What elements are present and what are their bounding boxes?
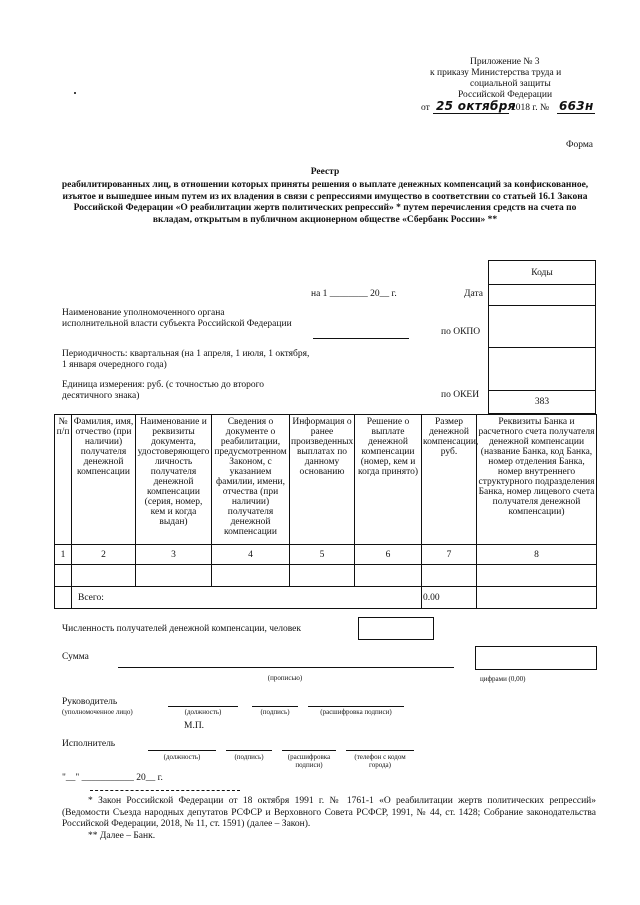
sum-label: Сумма bbox=[62, 652, 89, 662]
exec-phone-caption: (телефон с кодом города) bbox=[354, 753, 406, 769]
head-decode-line bbox=[308, 706, 404, 707]
title-heading: Реестр bbox=[310, 167, 340, 177]
count-box[interactable] bbox=[358, 617, 434, 640]
head-position-line bbox=[168, 706, 238, 707]
head-signature-caption: (подпись) bbox=[260, 708, 290, 716]
codes-extra-cell bbox=[489, 348, 596, 391]
appendix-line1: Приложение № 3 bbox=[470, 57, 540, 67]
appendix-date-prefix: от bbox=[421, 103, 430, 113]
count-label: Численность получателей денежной компенсации, человек bbox=[62, 624, 301, 634]
footer-date-line: "__" ___________ 20__ г. bbox=[62, 773, 163, 783]
col-header-id-doc: Наименование и реквизиты документа, удостоверяющего личность получателя денежной компенсации (серия, номер, кем и когда выдан) bbox=[136, 415, 212, 545]
total-value: 0.00 bbox=[422, 587, 477, 609]
exec-decode-caption: (расшифровка подписи) bbox=[287, 753, 331, 769]
table-cell bbox=[422, 565, 477, 587]
organ-value-line bbox=[313, 338, 409, 339]
form-label: Форма bbox=[566, 140, 594, 150]
exec-decode-line bbox=[282, 750, 336, 751]
appendix-number-underline bbox=[557, 113, 595, 114]
col-number-5: 5 bbox=[290, 545, 355, 565]
col-header-num: № п/п bbox=[55, 415, 72, 545]
col-header-rehab-doc: Сведения о документе о реабилитации, предусмотренном Законом, с указанием фамилии, имени, отчества (при наличии) получателя денежной компенсации bbox=[212, 415, 290, 545]
executor-label: Исполнитель bbox=[62, 739, 116, 749]
stamp-label: М.П. bbox=[184, 721, 205, 731]
report-date-line: на 1 ________ 20__ г. bbox=[311, 289, 397, 299]
head-signature-line bbox=[252, 706, 298, 707]
scan-dot bbox=[74, 92, 76, 94]
total-row bbox=[55, 587, 597, 609]
footnote-1: * Закон Российской Федерации от 18 октября 1991 г. № 1761-1 «О реабилитации жертв политических репрессий» (Ведомости Съезда народных депутатов РСФСР и Верховного Совета РСФСР, 1991, № 44, ст. 1428; Собрание законодательства Российской Федерации, 2018, № 11, ст. 1591) (далее – Закон). bbox=[62, 796, 596, 829]
col-number-3: 3 bbox=[136, 545, 212, 565]
organ-label: Наименование уполномоченного органа исполнительной власти субъекта Российской Федерации bbox=[62, 308, 292, 329]
sum-in-words-caption: (прописью) bbox=[267, 674, 303, 682]
codes-table bbox=[488, 260, 596, 414]
exec-signature-line bbox=[226, 750, 272, 751]
appendix-date-underline bbox=[433, 113, 509, 114]
appendix-date-handwritten: 25 октября bbox=[436, 99, 516, 113]
exec-position-caption: (должность) bbox=[163, 753, 201, 761]
table-row bbox=[55, 565, 597, 587]
sum-words-line bbox=[118, 667, 454, 668]
col-number-1: 1 bbox=[55, 545, 72, 565]
col-header-decision: Решение о выплате денежной компенсации (номер, кем и когда принято) bbox=[355, 415, 422, 545]
sum-in-digits-caption: цифрами (0,00) bbox=[480, 675, 526, 683]
codes-okpo-label: по ОКПО bbox=[441, 327, 481, 337]
table-cell bbox=[290, 565, 355, 587]
codes-okei-cell: 383 bbox=[489, 391, 596, 414]
title-body: реабилитированных лиц, в отношении которых приняты решения о выплате денежных компенсаций за конфискованное, изъятое и вышедшее иным путем из их владения в связи с репрессиями имущество в соответствии со статьей 16.1 Закона Российской Федерации «О реабилитации жертв политических репрессий» * путем перечисления средств на счета по вкладам, открытым в публичном акционерном обществе «Сбербанк России» ** bbox=[61, 180, 589, 225]
col-header-prior-payments: Информация о ранее произведенных выплатах по данному основанию bbox=[290, 415, 355, 545]
appendix-line2: к приказу Министерства труда и bbox=[430, 68, 562, 78]
head-sub-caption: (уполномоченное лицо) bbox=[62, 708, 133, 716]
codes-okpo-cell bbox=[489, 306, 596, 348]
codes-okei-label: по ОКЕИ bbox=[441, 390, 480, 400]
appendix-line3: социальной защиты bbox=[470, 79, 551, 89]
registry-table bbox=[54, 414, 597, 609]
table-cell bbox=[212, 565, 290, 587]
head-decode-caption: (расшифровка подписи) bbox=[320, 708, 392, 716]
exec-position-line bbox=[148, 750, 216, 751]
col-header-amount: Размер денежной компенсации, руб. bbox=[422, 415, 477, 545]
col-header-name: Фамилия, имя, отчество (при наличии) получателя денежной компенсации bbox=[72, 415, 136, 545]
col-number-6: 6 bbox=[355, 545, 422, 565]
exec-signature-caption: (подпись) bbox=[234, 753, 264, 761]
table-cell bbox=[355, 565, 422, 587]
exec-phone-line bbox=[346, 750, 414, 751]
col-number-4: 4 bbox=[212, 545, 290, 565]
sum-digits-box[interactable] bbox=[475, 646, 597, 670]
codes-date-cell bbox=[489, 285, 596, 306]
table-cell bbox=[55, 587, 72, 609]
footnote-separator bbox=[90, 790, 240, 791]
codes-date-label: Дата bbox=[464, 289, 483, 299]
table-cell bbox=[477, 587, 597, 609]
periodicity-label: Периодичность: квартальная (на 1 апреля, 1 июля, 1 октября, 1 января очередного года) bbox=[62, 349, 310, 370]
table-cell bbox=[72, 565, 136, 587]
head-position-caption: (должность) bbox=[184, 708, 222, 716]
appendix-number-handwritten: 663н bbox=[559, 99, 594, 113]
col-number-2: 2 bbox=[72, 545, 136, 565]
table-cell bbox=[136, 565, 212, 587]
unit-label: Единица измерения: руб. (с точностью до второго десятичного знака) bbox=[62, 380, 265, 401]
appendix-line4: Российской Федерации bbox=[458, 90, 553, 100]
col-header-bank-details: Реквизиты Банка и расчетного счета получателя денежной компенсации (название Банка, код Банка, номер отделения Банка, номер внутреннего структурного подразделения Банка, номер лицевого счета получателя денежной компенсации) bbox=[477, 415, 597, 545]
head-label: Руководитель bbox=[62, 697, 118, 707]
col-number-8: 8 bbox=[477, 545, 597, 565]
table-cell bbox=[55, 565, 72, 587]
codes-header: Коды bbox=[489, 261, 596, 285]
table-cell bbox=[477, 565, 597, 587]
total-label: Всего: bbox=[72, 587, 422, 609]
footnote-2: ** Далее – Банк. bbox=[88, 831, 156, 841]
col-number-7: 7 bbox=[422, 545, 477, 565]
appendix-date-year: 2018 г. № bbox=[511, 103, 550, 113]
